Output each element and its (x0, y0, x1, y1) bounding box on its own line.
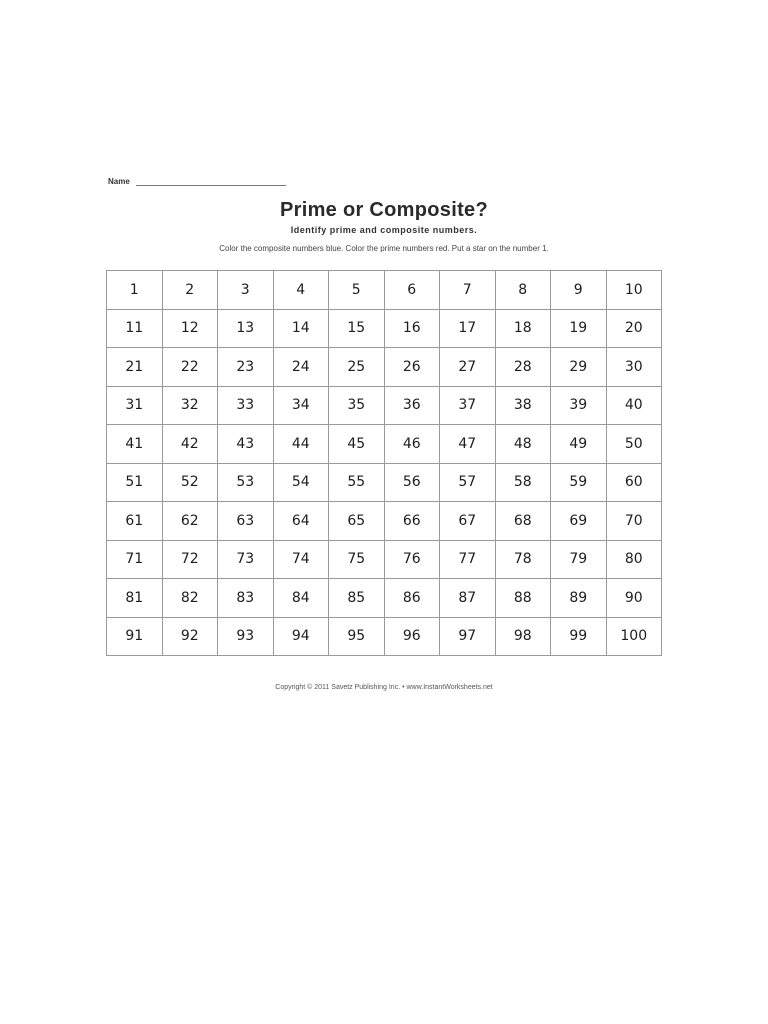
number-cell[interactable]: 28 (496, 348, 552, 387)
number-cell[interactable]: 62 (163, 502, 219, 541)
number-cell[interactable]: 30 (607, 348, 663, 387)
number-cell[interactable]: 98 (496, 618, 552, 657)
worksheet-title: Prime or Composite? (280, 199, 488, 221)
number-cell[interactable]: 57 (440, 464, 496, 503)
number-cell[interactable]: 71 (107, 541, 163, 580)
number-cell[interactable]: 53 (218, 464, 274, 503)
number-cell[interactable]: 79 (551, 541, 607, 580)
number-cell[interactable]: 38 (496, 387, 552, 426)
number-cell[interactable]: 100 (607, 618, 663, 657)
number-cell[interactable]: 14 (274, 310, 330, 349)
number-cell[interactable]: 15 (329, 310, 385, 349)
number-cell[interactable]: 92 (163, 618, 219, 657)
number-cell[interactable]: 78 (496, 541, 552, 580)
number-cell[interactable]: 22 (163, 348, 219, 387)
number-cell[interactable]: 37 (440, 387, 496, 426)
number-cell[interactable]: 3 (218, 271, 274, 310)
number-cell[interactable]: 52 (163, 464, 219, 503)
number-cell[interactable]: 39 (551, 387, 607, 426)
number-cell[interactable]: 73 (218, 541, 274, 580)
name-label: Name (108, 177, 130, 186)
number-cell[interactable]: 5 (329, 271, 385, 310)
number-cell[interactable]: 95 (329, 618, 385, 657)
number-cell[interactable]: 77 (440, 541, 496, 580)
number-cell[interactable]: 35 (329, 387, 385, 426)
number-cell[interactable]: 45 (329, 425, 385, 464)
number-cell[interactable]: 19 (551, 310, 607, 349)
number-cell[interactable]: 56 (385, 464, 441, 503)
number-cell[interactable]: 68 (496, 502, 552, 541)
number-cell[interactable]: 20 (607, 310, 663, 349)
number-cell[interactable]: 10 (607, 271, 663, 310)
number-cell[interactable]: 55 (329, 464, 385, 503)
number-cell[interactable]: 63 (218, 502, 274, 541)
number-cell[interactable]: 96 (385, 618, 441, 657)
number-cell[interactable]: 90 (607, 579, 663, 618)
number-cell[interactable]: 29 (551, 348, 607, 387)
number-cell[interactable]: 75 (329, 541, 385, 580)
number-cell[interactable]: 83 (218, 579, 274, 618)
number-cell[interactable]: 65 (329, 502, 385, 541)
number-cell[interactable]: 8 (496, 271, 552, 310)
number-cell[interactable]: 23 (218, 348, 274, 387)
number-cell[interactable]: 88 (496, 579, 552, 618)
number-cell[interactable]: 34 (274, 387, 330, 426)
number-cell[interactable]: 41 (107, 425, 163, 464)
number-cell[interactable]: 91 (107, 618, 163, 657)
hundreds-grid (106, 270, 662, 656)
number-cell[interactable]: 21 (107, 348, 163, 387)
number-cell[interactable]: 12 (163, 310, 219, 349)
number-cell[interactable]: 36 (385, 387, 441, 426)
number-cell[interactable]: 46 (385, 425, 441, 464)
number-cell[interactable]: 48 (496, 425, 552, 464)
number-cell[interactable]: 9 (551, 271, 607, 310)
number-cell[interactable]: 4 (274, 271, 330, 310)
number-cell[interactable]: 24 (274, 348, 330, 387)
name-blank-line[interactable] (136, 175, 286, 186)
number-cell[interactable]: 11 (107, 310, 163, 349)
number-cell[interactable]: 89 (551, 579, 607, 618)
number-cell[interactable]: 80 (607, 541, 663, 580)
number-cell[interactable]: 47 (440, 425, 496, 464)
number-cell[interactable]: 2 (163, 271, 219, 310)
number-cell[interactable]: 7 (440, 271, 496, 310)
number-cell[interactable]: 18 (496, 310, 552, 349)
number-cell[interactable]: 25 (329, 348, 385, 387)
number-cell[interactable]: 82 (163, 579, 219, 618)
number-cell[interactable]: 13 (218, 310, 274, 349)
number-cell[interactable]: 49 (551, 425, 607, 464)
number-cell[interactable]: 31 (107, 387, 163, 426)
number-cell[interactable]: 1 (107, 271, 163, 310)
number-cell[interactable]: 84 (274, 579, 330, 618)
number-cell[interactable]: 44 (274, 425, 330, 464)
number-cell[interactable]: 66 (385, 502, 441, 541)
number-cell[interactable]: 86 (385, 579, 441, 618)
number-cell[interactable]: 81 (107, 579, 163, 618)
number-cell[interactable]: 50 (607, 425, 663, 464)
number-cell[interactable]: 97 (440, 618, 496, 657)
number-cell[interactable]: 59 (551, 464, 607, 503)
number-cell[interactable]: 6 (385, 271, 441, 310)
number-cell[interactable]: 74 (274, 541, 330, 580)
number-cell[interactable]: 40 (607, 387, 663, 426)
number-cell[interactable]: 76 (385, 541, 441, 580)
number-cell[interactable]: 99 (551, 618, 607, 657)
number-cell[interactable]: 85 (329, 579, 385, 618)
number-cell[interactable]: 51 (107, 464, 163, 503)
copyright-footer: Copyright © 2011 Savetz Publishing Inc. • www.InstantWorksheets.net (275, 684, 493, 691)
number-cell[interactable]: 58 (496, 464, 552, 503)
number-cell[interactable]: 26 (385, 348, 441, 387)
number-cell[interactable]: 60 (607, 464, 663, 503)
number-cell[interactable]: 33 (218, 387, 274, 426)
number-cell[interactable]: 64 (274, 502, 330, 541)
number-cell[interactable]: 72 (163, 541, 219, 580)
number-cell[interactable]: 17 (440, 310, 496, 349)
number-cell[interactable]: 43 (218, 425, 274, 464)
name-field-row (108, 175, 286, 186)
number-cell[interactable]: 27 (440, 348, 496, 387)
number-cell[interactable]: 54 (274, 464, 330, 503)
number-cell[interactable]: 16 (385, 310, 441, 349)
number-cell[interactable]: 32 (163, 387, 219, 426)
number-cell[interactable]: 93 (218, 618, 274, 657)
worksheet-subtitle: Identify prime and composite numbers. (290, 225, 478, 235)
number-cell[interactable]: 61 (107, 502, 163, 541)
number-cell[interactable]: 70 (607, 502, 663, 541)
number-cell[interactable]: 94 (274, 618, 330, 657)
number-cell[interactable]: 67 (440, 502, 496, 541)
number-cell[interactable]: 87 (440, 579, 496, 618)
number-cell[interactable]: 69 (551, 502, 607, 541)
worksheet-instructions: Color the composite numbers blue. Color the prime numbers red. Put a star on the number 1. (219, 244, 549, 253)
number-cell[interactable]: 42 (163, 425, 219, 464)
